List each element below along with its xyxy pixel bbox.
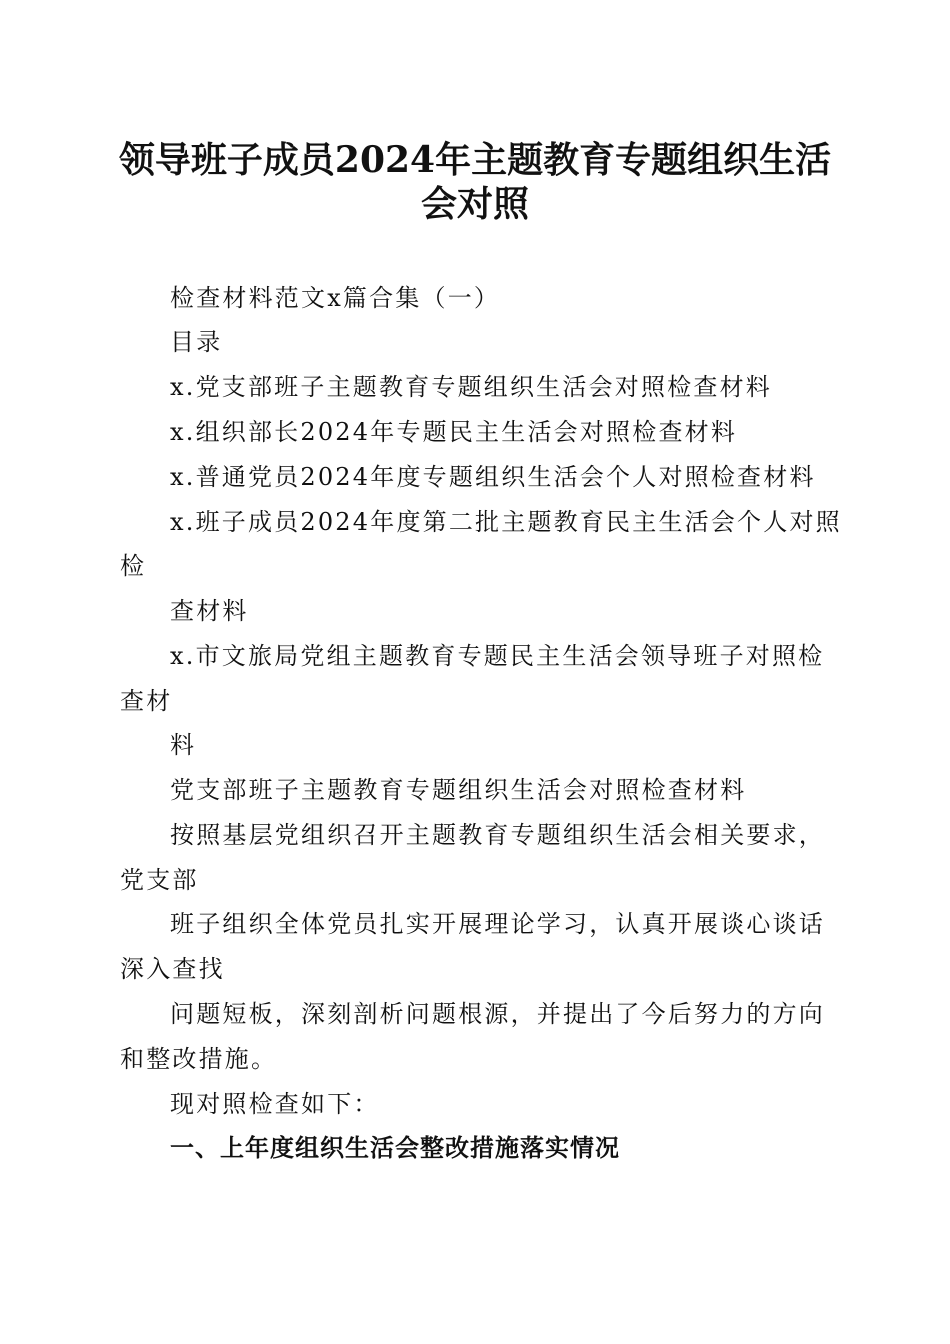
document-title-line-1: 领导班子成员2024年主题教育专题组织生活 <box>118 139 832 181</box>
toc-item: x.组织部长2024年专题民主生活会对照检查材料 <box>170 418 738 446</box>
toc-item-continuation: 查材 <box>120 687 173 715</box>
toc-item: x.党支部班子主题教育专题组织生活会对照检查材料 <box>170 373 772 401</box>
toc-item: x.普通党员2024年度专题组织生活会个人对照检查材料 <box>170 463 816 491</box>
document-title-line-2: 会对照 <box>420 183 529 225</box>
toc-item: x.市文旅局党组主题教育专题民主生活会领导班子对照检 <box>170 642 825 670</box>
body-text-line: 按照基层党组织召开主题教育专题组织生活会相关要求， <box>170 821 825 849</box>
body-text-line: 和整改措施。 <box>120 1045 278 1073</box>
body-text-line: 深入查找 <box>120 955 225 983</box>
toc-item: x.班子成员2024年度第二批主题教育民主生活会个人对照 <box>170 508 842 536</box>
toc-item-continuation: 料 <box>170 731 197 759</box>
toc-heading: 目录 <box>170 328 223 356</box>
body-text-line: 现对照检查如下： <box>170 1090 380 1118</box>
body-text-line: 党支部 <box>120 866 199 894</box>
toc-item-continuation: 检 <box>120 552 147 580</box>
toc-item-continuation: 查材料 <box>170 597 249 625</box>
body-text-line: 问题短板，深刻剖析问题根源，并提出了今后努力的方向 <box>170 1000 825 1028</box>
body-text-line: 班子组织全体党员扎实开展理论学习，认真开展谈心谈话 <box>170 910 825 938</box>
section-title: 党支部班子主题教育专题组织生活会对照检查材料 <box>170 776 747 804</box>
subtitle-line: 检查材料范文x篇合集（一） <box>170 284 501 312</box>
section-heading: 一、上年度组织生活会整改措施落实情况 <box>170 1134 620 1162</box>
